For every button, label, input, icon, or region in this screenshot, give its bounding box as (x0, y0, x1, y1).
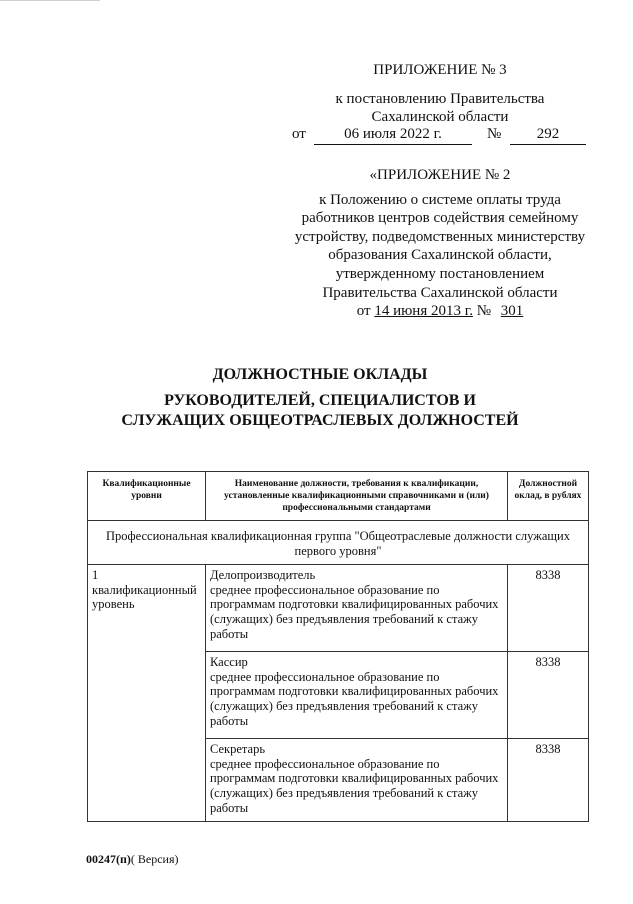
appendix2-date: 14 июня 2013 г. (374, 303, 473, 320)
heading-line1: ДОЛЖНОСТНЫЕ ОКЛАДЫ (212, 366, 428, 383)
appendix2-line: утвержденному постановлением (335, 265, 545, 282)
appendix3-date: 06 июля 2022 г. (314, 125, 472, 145)
footer-version: ( Версия) (130, 852, 179, 866)
position-name: Делопроизводитель (210, 568, 316, 583)
appendix2-line: образования Сахалинской области, (328, 247, 552, 264)
header-levels: Квалификационные уровни (88, 472, 206, 521)
footer-code: 00247(п) (86, 852, 131, 866)
appendix2-title: «ПРИЛОЖЕНИЕ № 2 (369, 167, 511, 183)
appendix3-ref-line2: Сахалинской области (371, 109, 509, 125)
position-cell (206, 652, 508, 739)
salary-value: 8338 (508, 739, 589, 822)
appendix2-line: работников центров содействия семейному (301, 210, 579, 227)
appendix2-line: к Положению о системе оплаты труда (319, 191, 561, 208)
table-group-row (88, 521, 589, 565)
header-position: Наименование должности, требования к квалификации, установленные квалификационными справочниками и (или) профессиональными стандартами (206, 472, 508, 521)
appendix2-order-line (288, 302, 592, 321)
position-requirement: среднее профессиональное образование по программам подготовки квалифицированных рабочих (служащих) без предъявления требований к стажу работы (210, 582, 499, 641)
document-footer (86, 852, 179, 867)
heading-line2: РУКОВОДИТЕЛЕЙ, СПЕЦИАЛИСТОВ И (164, 392, 476, 409)
position-name: Кассир (210, 655, 248, 670)
salary-value: 8338 (508, 652, 589, 739)
document-heading (100, 365, 540, 431)
appendix3-number-sign: № (487, 126, 502, 142)
appendix3-number: 292 (510, 125, 586, 145)
appendix2-number-sign: № (476, 303, 492, 320)
appendix3-ref-line1: к постановлению Правительства (335, 91, 545, 107)
scan-top-line (0, 0, 100, 1)
appendix2-from-label: от (356, 303, 371, 320)
table-header-row (88, 472, 589, 521)
appendix3-from-label: от (292, 126, 306, 142)
position-requirement: среднее профессиональное образование по программам подготовки квалифицированных рабочих (служащих) без предъявления требований к стажу работы (210, 669, 499, 728)
qualification-level: 1 квалификационный уровень (88, 565, 206, 822)
appendix2-line: устройству, подведомственных министерству (294, 228, 586, 245)
appendix3-title: ПРИЛОЖЕНИЕ № 3 (373, 62, 507, 78)
appendix2-number: 301 (500, 303, 524, 320)
position-name: Секретарь (210, 742, 266, 757)
position-cell (206, 739, 508, 822)
header-salary: Должностной оклад, в рублях (508, 472, 589, 521)
group-title: Профессиональная квалификационная группа "Общеотраслевые должности служащих первого уровня" (88, 521, 589, 565)
salary-table (87, 471, 589, 822)
position-cell (206, 565, 508, 652)
position-requirement: среднее профессиональное образование по программам подготовки квалифицированных рабочих (служащих) без предъявления требований к стажу работы (210, 756, 499, 815)
heading-line3: СЛУЖАЩИХ ОБЩЕОТРАСЛЕВЫХ ДОЛЖНОСТЕЙ (121, 412, 519, 429)
appendix2-line: Правительства Сахалинской области (322, 284, 558, 301)
table-row (88, 565, 589, 652)
salary-value: 8338 (508, 565, 589, 652)
appendix2-block (288, 166, 592, 321)
